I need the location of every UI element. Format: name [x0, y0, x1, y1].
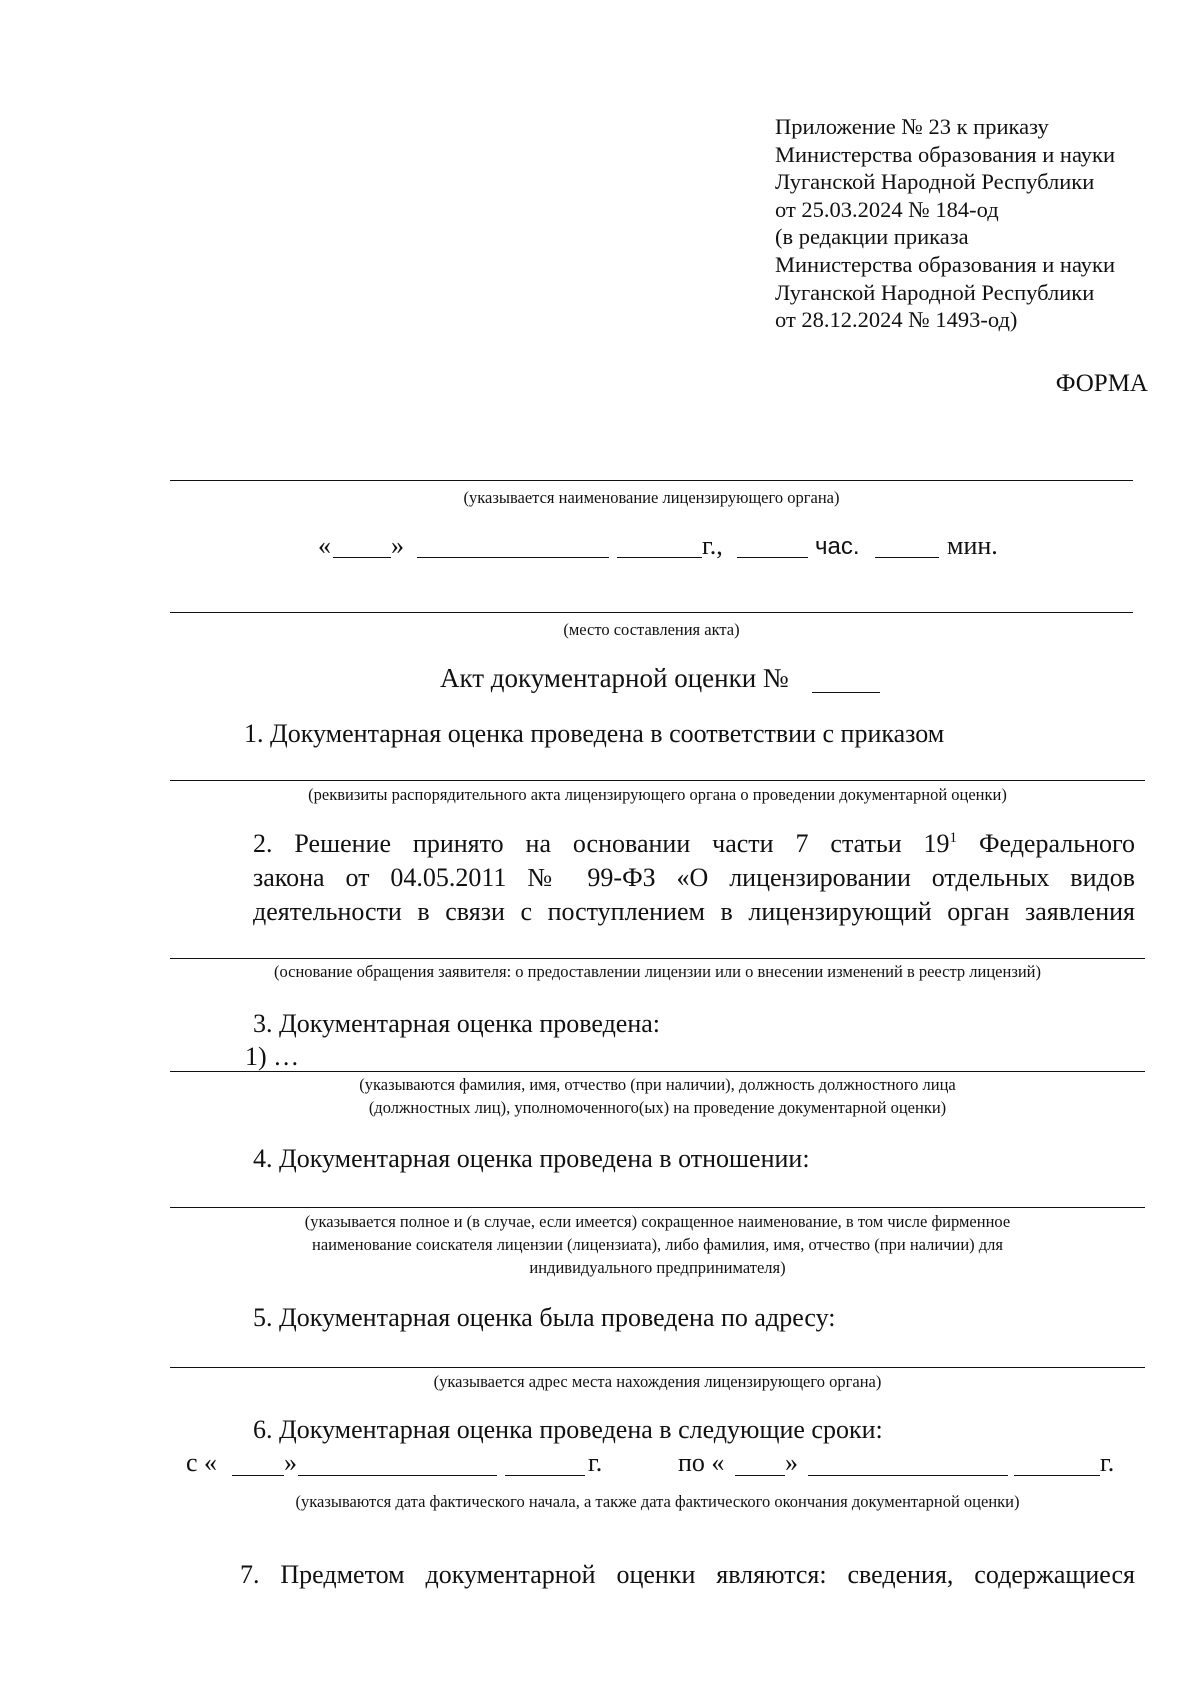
subject-caption-2: наименование соискателя лицензии (лицензиата), либо фамилия, имя, отчество (при наличии) для: [311, 1235, 1003, 1254]
from-quote-close: »: [284, 1448, 297, 1477]
place-caption: (место составления акта): [563, 620, 740, 639]
start-year-suffix: г.: [588, 1448, 603, 1477]
month-field[interactable]: [417, 557, 609, 558]
from-label: с «: [186, 1448, 218, 1477]
header-line: Министерства образования и науки: [775, 251, 1116, 277]
header-line: Луганской Народной Республики: [775, 169, 1095, 195]
item-2-line-1: [253, 827, 1135, 861]
licensing-body-caption: (указывается наименование лицензирующего органа): [463, 488, 840, 507]
address-caption: (указывается адрес места нахождения лицензирующего органа): [433, 1372, 882, 1391]
item-3-text: 3. Документарная оценка проведена:: [253, 1009, 661, 1038]
dates-caption: (указываются дата фактического начала, а также дата фактического окончания документарной оценки): [295, 1492, 1020, 1511]
form-label: ФОРМА: [1055, 370, 1148, 397]
item-4-text: 4. Документарная оценка проведена в отношении:: [253, 1144, 810, 1173]
year-field[interactable]: [617, 557, 702, 558]
item-3-subitem: 1) …: [245, 1042, 300, 1071]
header-line: (в редакции приказа: [775, 224, 969, 250]
header-line: Приложение № 23 к приказу: [775, 114, 1049, 139]
address-field[interactable]: [170, 1367, 1145, 1368]
inspectors-caption-2: (должностных лиц), уполномоченного(ых) на проведение документарной оценки): [368, 1098, 947, 1117]
appendix-header: [775, 113, 1115, 334]
end-year-suffix: г.: [1100, 1448, 1115, 1477]
place-field[interactable]: [170, 612, 1133, 613]
year-suffix: г.,: [702, 531, 723, 560]
to-quote-close: »: [785, 1448, 798, 1477]
item-2-paragraph: [253, 827, 1135, 929]
minutes-field[interactable]: [875, 557, 939, 558]
act-number-field[interactable]: [812, 692, 880, 693]
header-line: Луганской Народной Республики: [775, 279, 1095, 305]
header-line: от 25.03.2024 № 184-од: [775, 196, 999, 222]
order-details-field[interactable]: [170, 780, 1145, 781]
day-field[interactable]: [333, 557, 391, 558]
item-2-line-1-pre: 2. Решение принято на основании части 7 статьи 19: [253, 829, 950, 858]
basis-caption: (основание обращения заявителя: о предоставлении лицензии или о внесении изменений в реестр лицензий): [274, 962, 1041, 981]
subject-caption-3: индивидуального предпринимателя): [529, 1258, 786, 1277]
item-1-text: 1. Документарная оценка проведена в соответствии с приказом: [244, 719, 945, 748]
item-2-line-2: закона от 04.05.2011 № 99-ФЗ «О лицензировании отдельных видов: [253, 863, 1135, 892]
item-7-text: 7. Предметом документарной оценки являются: сведения, содержащиеся: [240, 1560, 1135, 1589]
order-details-caption: (реквизиты распорядительного акта лицензирующего органа о проведении документарной оценки): [308, 785, 1007, 804]
minutes-label: мин.: [947, 531, 998, 560]
licensing-body-field[interactable]: [170, 480, 1133, 481]
start-month-field[interactable]: [298, 1475, 497, 1476]
hours-field[interactable]: [737, 557, 808, 558]
to-label: по «: [678, 1448, 725, 1477]
item-6-text: 6. Документарная оценка проведена в следующие сроки:: [253, 1415, 883, 1444]
item-5-text: 5. Документарная оценка была проведена по адресу:: [253, 1303, 836, 1332]
hours-label: час.: [815, 533, 860, 560]
quote-close: »: [391, 531, 404, 560]
subject-caption-1: (указывается полное и (в случае, если имеется) сокращенное наименование, в том числе фирменное: [304, 1212, 1011, 1231]
start-day-field[interactable]: [232, 1475, 284, 1476]
item-2-superscript: 1: [949, 830, 958, 846]
item-2-line-1-post: Федерального: [957, 829, 1135, 858]
start-year-field[interactable]: [505, 1475, 585, 1476]
end-year-field[interactable]: [1014, 1475, 1100, 1476]
end-day-field[interactable]: [735, 1475, 785, 1476]
basis-field[interactable]: [170, 958, 1145, 959]
header-line: от 28.12.2024 № 1493-од): [775, 307, 1018, 333]
subject-field[interactable]: [170, 1207, 1145, 1208]
header-line: Министерства образования и науки: [775, 141, 1116, 167]
inspectors-caption-1: (указываются фамилия, имя, отчество (при наличии), должность должностного лица: [359, 1075, 956, 1094]
quote-open: «: [318, 531, 331, 560]
end-month-field[interactable]: [808, 1475, 1008, 1476]
act-title: Акт документарной оценки №: [440, 663, 789, 693]
inspectors-field[interactable]: [170, 1071, 1145, 1072]
item-2-line-3: деятельности в связи с поступлением в лицензирующий орган заявления: [253, 897, 1135, 926]
